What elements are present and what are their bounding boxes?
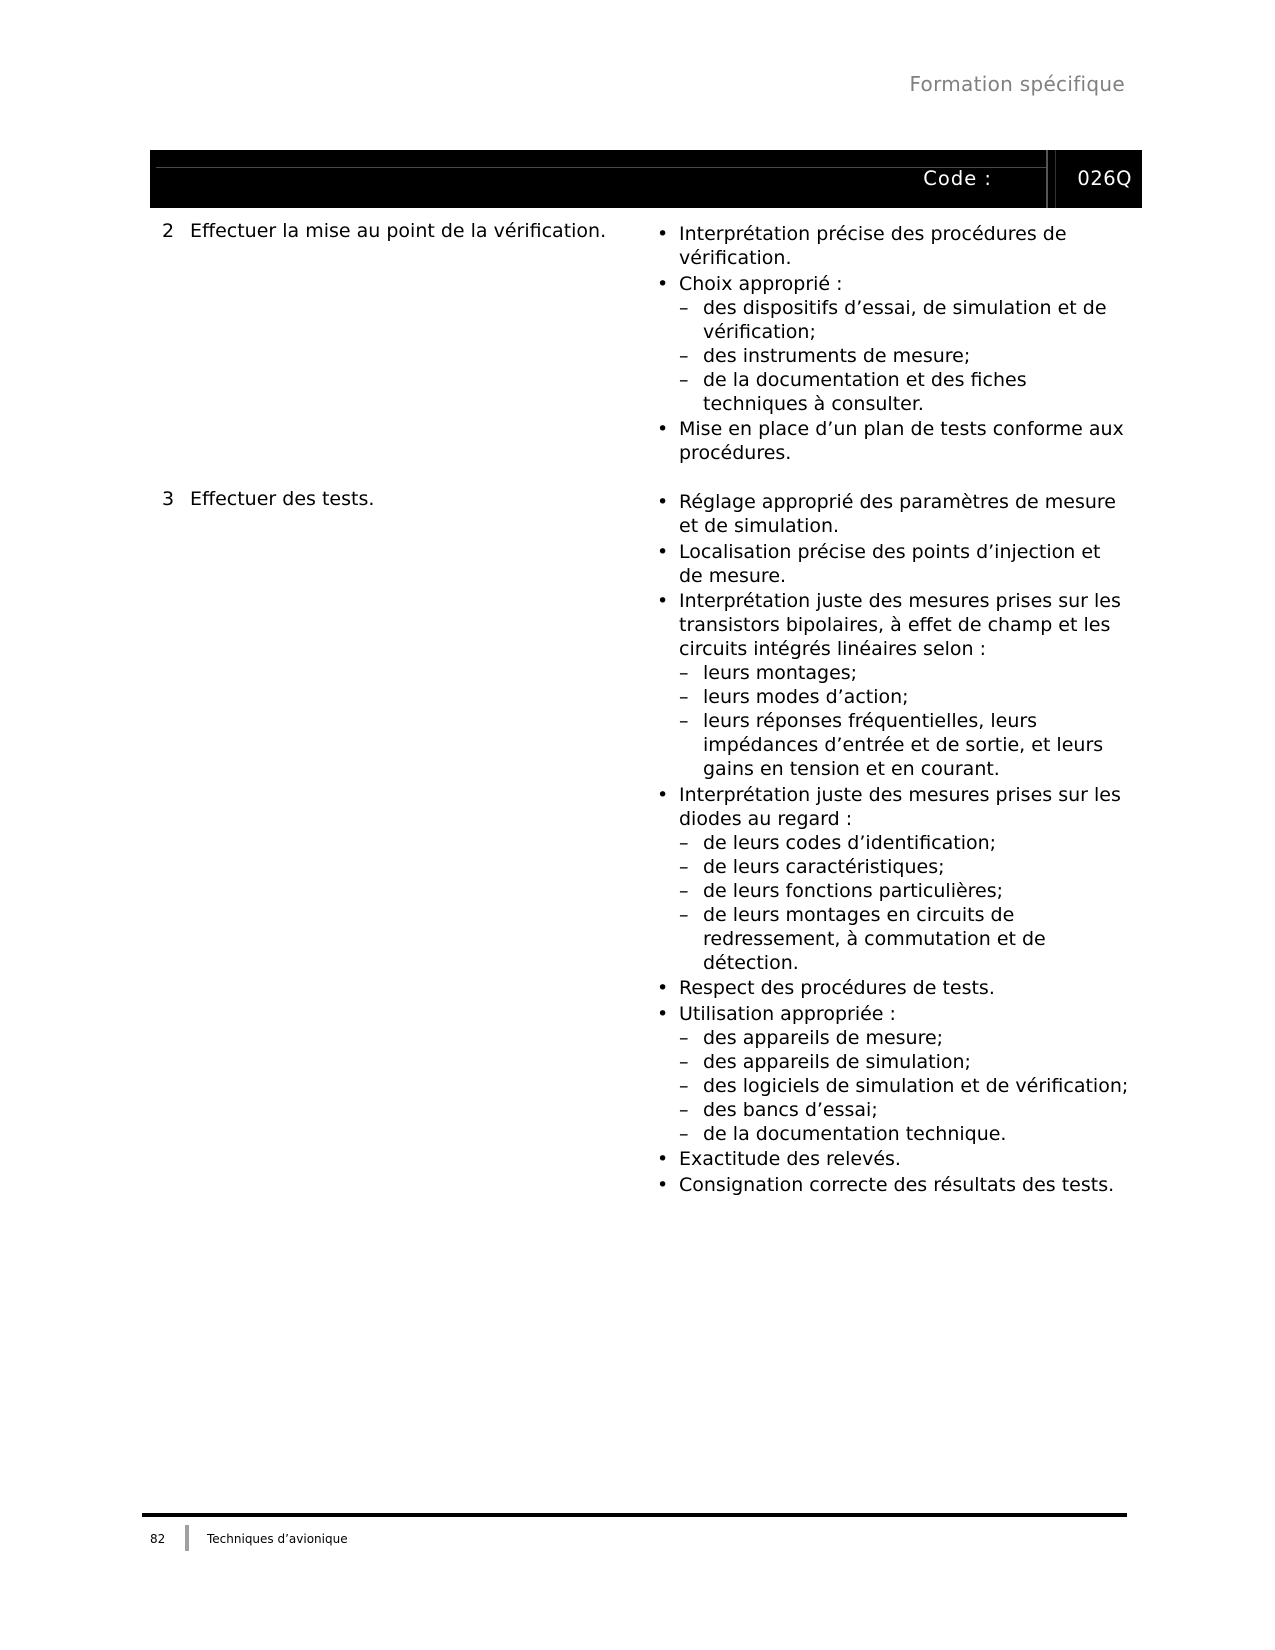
- sub-criterion-item: – de leurs caractéristiques;: [679, 855, 1130, 879]
- criterion-text: Réglage approprié des paramètres de mesure et de simulation.: [679, 491, 1116, 537]
- code-value: 026Q: [1077, 167, 1132, 190]
- criterion-text: Interprétation précise des procédures de vérification.: [679, 223, 1067, 269]
- sub-criterion-item: – des appareils de simulation;: [679, 1050, 1130, 1074]
- performance-criteria-list: [655, 222, 1130, 467]
- code-label: Code :: [923, 167, 992, 190]
- sub-criterion-item: – de la documentation technique.: [679, 1122, 1130, 1146]
- criterion-item: [655, 417, 1130, 465]
- sub-criteria-list: [679, 1026, 1130, 1146]
- criterion-text: Localisation précise des points d’injection et de mesure.: [679, 540, 1101, 587]
- sub-criteria-list: [679, 831, 1130, 975]
- code-bar-separator-inner: [1055, 150, 1056, 208]
- sub-criterion-item: – de leurs montages en circuits de redressement, à commutation et de détection.: [679, 903, 1130, 975]
- element-statement: Effectuer des tests.: [190, 488, 375, 510]
- criterion-item: [655, 589, 1130, 781]
- criterion-item: [655, 272, 1130, 416]
- sub-criterion-item: – leurs modes d’action;: [679, 685, 1130, 709]
- running-header-title: Formation spécifique: [909, 72, 1125, 96]
- code-bar-rule: [156, 167, 1046, 168]
- criterion-text: Mise en place d’un plan de tests conforme aux procédures.: [679, 418, 1124, 464]
- footer-rule: [142, 1513, 1127, 1517]
- criterion-text: Respect des procédures de tests.: [679, 977, 995, 999]
- sub-criterion-item: – des dispositifs d’essai, de simulation et de vérification;: [679, 296, 1130, 344]
- element-number: 2: [162, 220, 175, 242]
- criterion-text: Interprétation juste des mesures prises sur les transistors bipolaires, à effet de champ et les circuits intégrés linéaires selon :: [679, 590, 1121, 660]
- criterion-text: Interprétation juste des mesures prises sur les diodes au regard :: [679, 783, 1121, 830]
- criterion-item: [655, 1147, 1130, 1171]
- criterion-text: Exactitude des relevés.: [679, 1148, 901, 1170]
- criterion-item: [655, 540, 1130, 588]
- code-bar: [150, 150, 1142, 208]
- element-statement: Effectuer la mise au point de la vérification.: [190, 220, 607, 242]
- page-number: 82: [150, 1532, 166, 1546]
- criterion-text: Utilisation appropriée :: [679, 1002, 896, 1025]
- sub-criterion-item: – leurs réponses fréquentielles, leurs impédances d’entrée et de sortie, et leurs gains en tension et en courant.: [679, 709, 1130, 781]
- criterion-item: [655, 783, 1130, 975]
- criterion-item: [655, 490, 1130, 538]
- sub-criterion-item: – des bancs d’essai;: [679, 1098, 1130, 1122]
- criterion-text: Choix approprié :: [679, 272, 843, 295]
- criterion-item: [655, 222, 1130, 270]
- sub-criterion-item: – des instruments de mesure;: [679, 344, 1130, 368]
- sub-criterion-item: – de leurs fonctions particulières;: [679, 879, 1130, 903]
- sub-criterion-item: – leurs montages;: [679, 661, 1130, 685]
- footer-document-title: Techniques d’avionique: [207, 1532, 348, 1546]
- criterion-text: Consignation correcte des résultats des tests.: [679, 1173, 1115, 1196]
- criterion-item: [655, 1002, 1130, 1146]
- sub-criteria-list: [679, 661, 1130, 781]
- criterion-item: [655, 976, 1130, 1000]
- footer-divider: [185, 1525, 189, 1551]
- sub-criterion-item: – des logiciels de simulation et de vérification;: [679, 1074, 1130, 1098]
- sub-criterion-item: – de la documentation et des fiches techniques à consulter.: [679, 368, 1130, 416]
- sub-criteria-list: [679, 296, 1130, 416]
- performance-criteria-list: [655, 490, 1130, 1198]
- sub-criterion-item: – des appareils de mesure;: [679, 1026, 1130, 1050]
- criterion-item: [655, 1173, 1130, 1197]
- code-bar-separator: [1046, 150, 1048, 208]
- sub-criterion-item: – de leurs codes d’identification;: [679, 831, 1130, 855]
- element-number: 3: [162, 488, 175, 510]
